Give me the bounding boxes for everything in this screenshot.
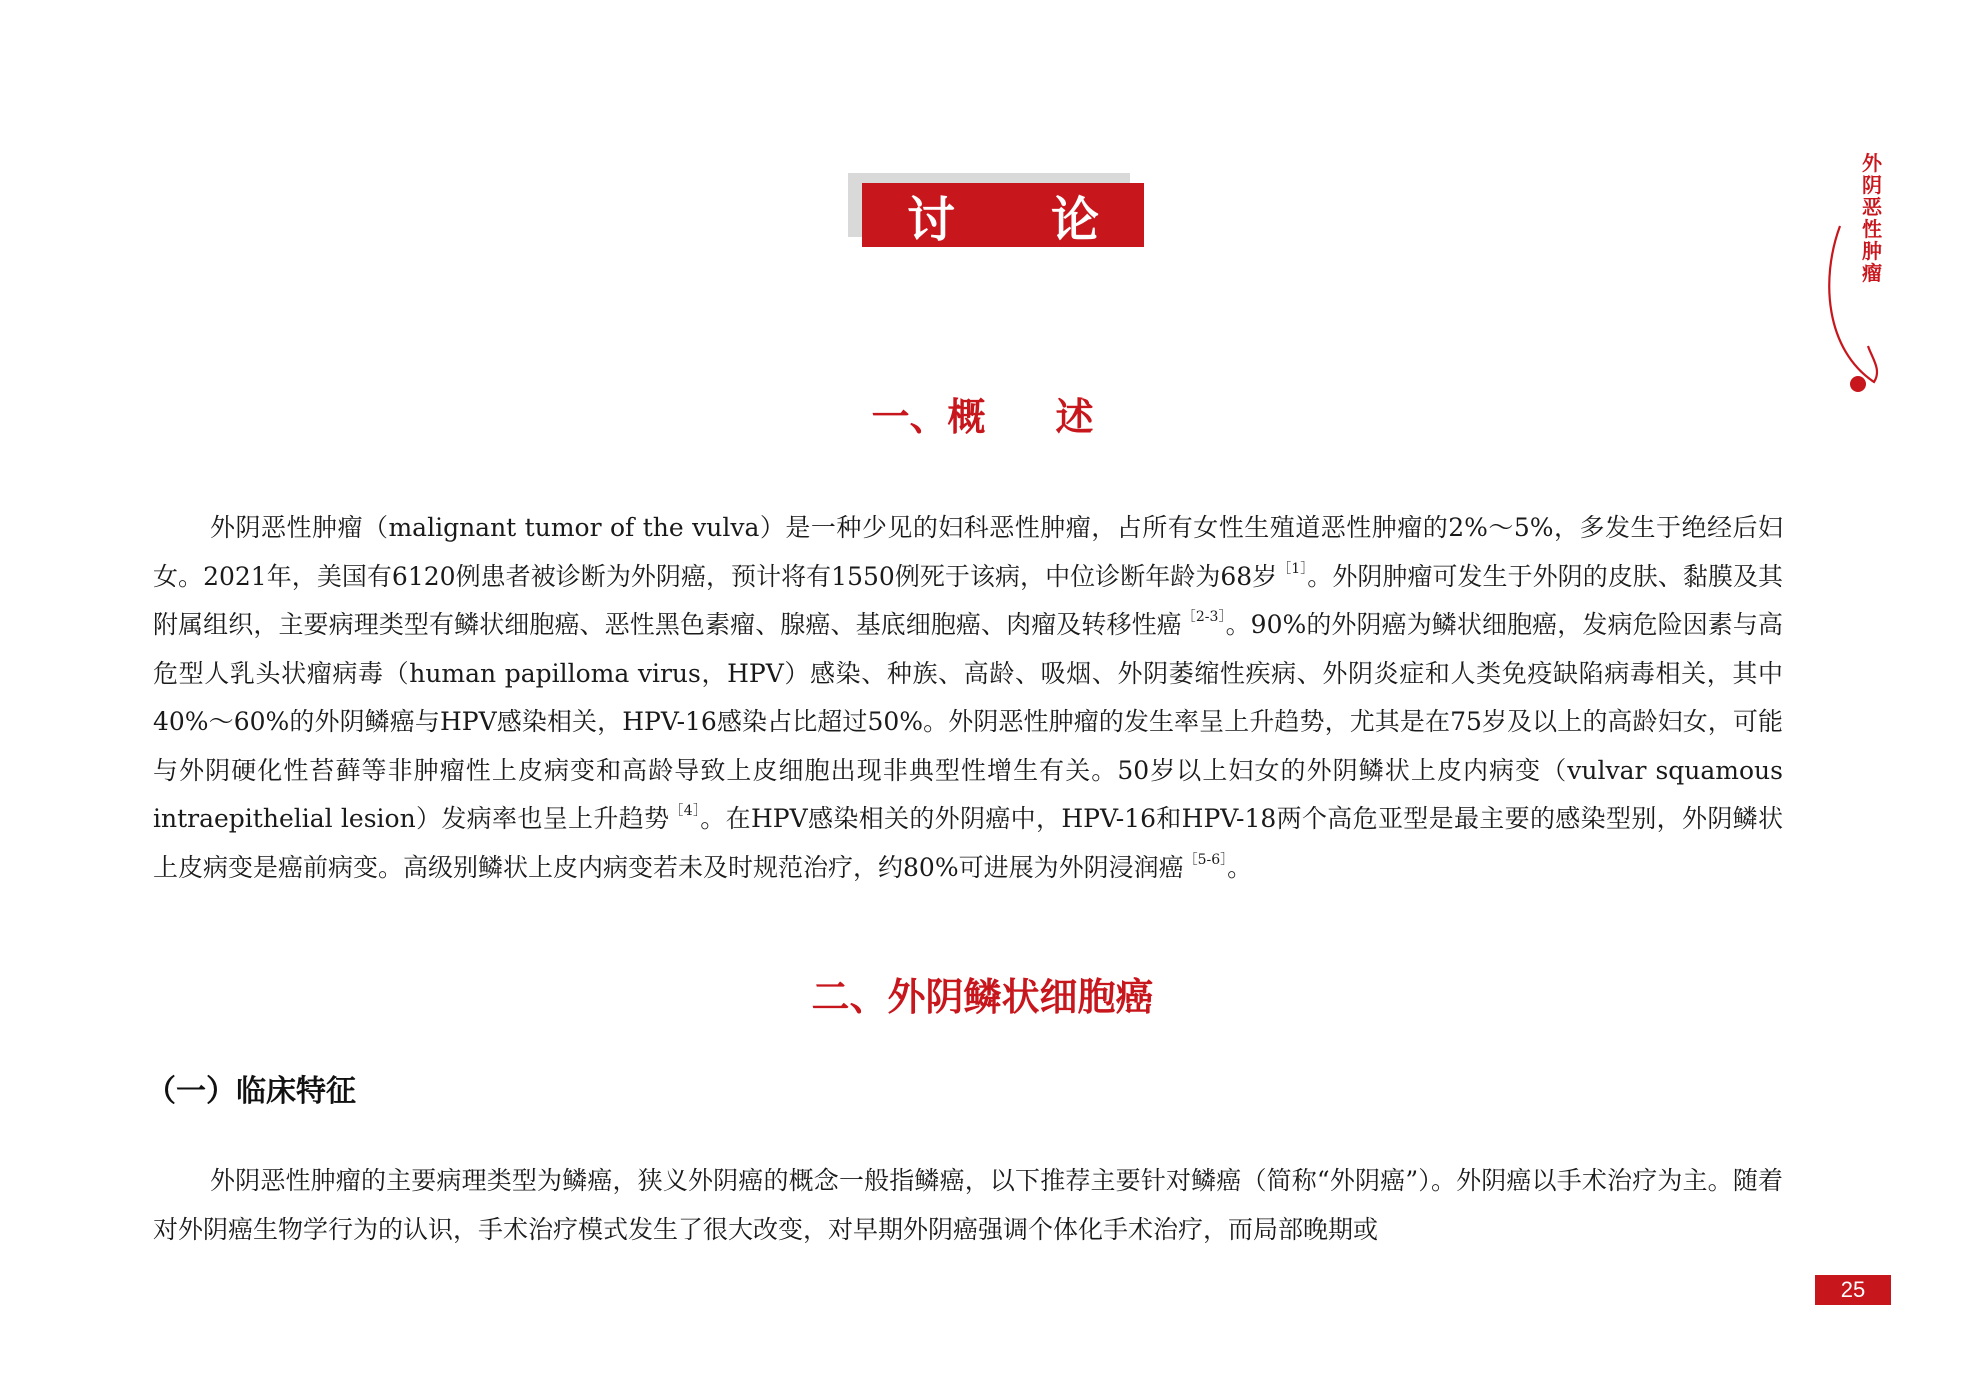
overview-paragraph — [153, 504, 1783, 892]
title-banner — [862, 183, 1195, 248]
text-run: 。90%的外阴癌为鳞状细胞癌，发病危险因素与高危型人乳头状瘤病毒（human papilloma virus，HPV）感染、种族、高龄、吸烟、外阴萎缩性疾病、外阴炎症和人类免疫缺陷病毒相关，其中40%～60%的外阴鳞癌与HPV感染相关，HPV-16感染占比超过50%。外阴恶性肿瘤的发生率呈上升趋势，尤其是在75岁及以上的高龄妇女，可能与外阴硬化性苔藓等非肿瘤性上皮病变和高龄导致上皮细胞出现非典型性增生有关。50岁以上妇女的外阴鳞状上皮内病变（vulvar squamous intraepithelial lesion）发病率也呈上升趋势 — [153, 610, 1783, 833]
citation-ref: ［1］ — [1277, 560, 1308, 577]
section-title-part-b: 述 — [1055, 395, 1094, 439]
section-title-part-a: 概 — [947, 395, 986, 439]
decorative-curve-icon — [1812, 220, 1892, 400]
text-run: 外阴恶性肿瘤（malignant tumor of the vulva）是一种少见的妇科恶性肿瘤，占所有女性生殖道恶性肿瘤的2%～5%，多发生于绝经后妇女。2021年，美国有6120例患者被诊断为外阴癌，预计将有1550例死于该病，中位诊断年龄为68岁 — [153, 513, 1783, 591]
section-heading-scc: 二、外阴鳞状细胞癌 — [811, 975, 1154, 1019]
citation-ref: ［2-3］ — [1181, 609, 1226, 625]
citation-ref: ［5-6］ — [1183, 851, 1228, 868]
banner-title: 讨论 — [906, 191, 1195, 248]
page-number: 25 — [1815, 1275, 1891, 1305]
section-number: 一、 — [871, 395, 948, 439]
clinical-paragraph: 外阴恶性肿瘤的主要病理类型为鳞癌，狭义外阴癌的概念一般指鳞癌，以下推荐主要针对鳞癌（简称“外阴癌”）。外阴癌以手术治疗为主。随着对外阴癌生物学行为的认识，手术治疗模式发生了很大改变，对早期外阴癌强调个体化手术治疗，而局部晚期或 — [153, 1166, 1783, 1244]
citation-ref: ［4］ — [669, 803, 701, 819]
subsection-heading-clinical: （一）临床特征 — [146, 1074, 356, 1109]
side-chapter-label: 外阴恶性肿瘤 — [1862, 151, 1882, 285]
text-run: 。在HPV感染相关的外阴癌中，HPV-16和HPV-18两个高危亚型是最主要的感染型别，外阴鳞状上皮病变是癌前病变。高级别鳞状上皮内病变若未及时规范治疗，约80%可进展为外阴浸润癌 — [153, 804, 1783, 882]
text-run: 。 — [1227, 852, 1253, 882]
text-run: 。外阴肿瘤可发生于外阴的皮肤、黏膜及其附属组织，主要病理类型有鳞状细胞癌、恶性黑色素瘤、腺癌、基底细胞癌、肉瘤及转移性癌 — [153, 561, 1783, 639]
section-heading-overview — [0, 386, 1965, 441]
